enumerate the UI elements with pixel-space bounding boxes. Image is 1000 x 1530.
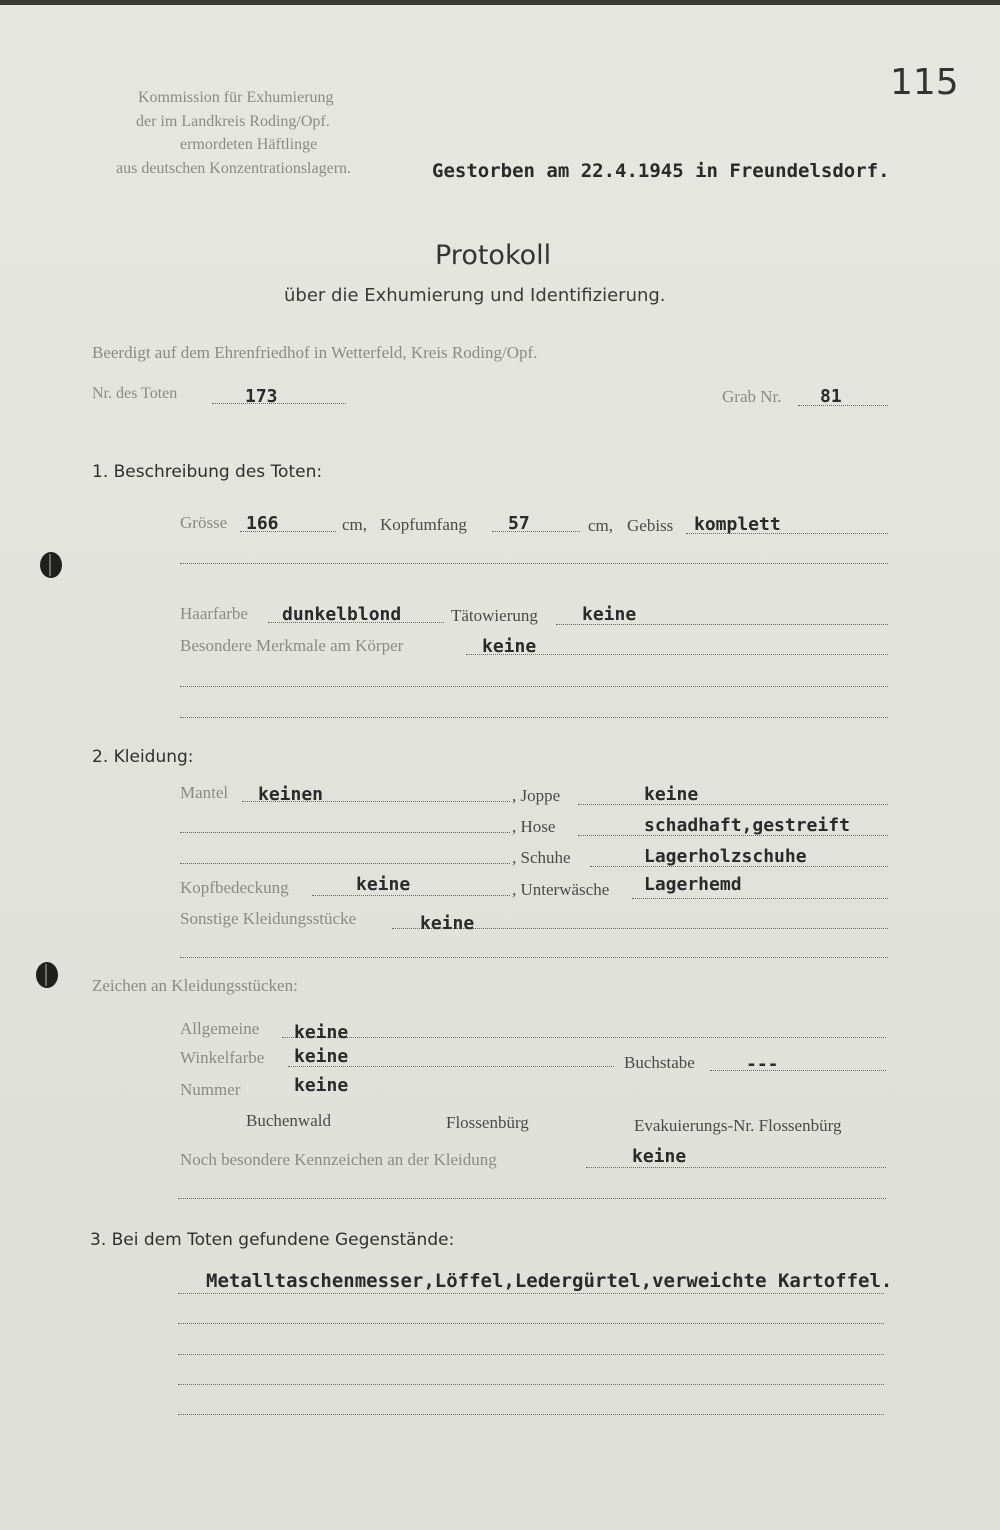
gegenstaende-line [178,1293,884,1294]
merkmale-label: Besondere Merkmale am Körper [180,636,404,655]
sonstige-label: Sonstige Kleidungsstücke [180,909,357,928]
kleidung-blank-2 [180,863,510,864]
noch-kennzeichen-line [586,1167,886,1168]
page-number: 115 [890,62,959,103]
grave-number-label: Grab Nr. [722,387,782,406]
commission-line-3: ermordeten Häftlinge [180,136,318,153]
gegenstaende-value: Metalltaschenmesser,Löffel,Ledergürtel,verweichte Kartoffel. [206,1270,893,1292]
section-1-heading: 1. Beschreibung des Toten: [92,462,323,482]
mantel-label: Mantel [180,783,229,802]
grave-number-line [798,405,888,406]
unterwaesche-line [632,898,888,899]
blank-line-6 [178,1323,884,1324]
blank-line-1 [180,563,888,564]
haarfarbe-label: Haarfarbe [180,604,248,623]
taetowierung-label: Tätowierung [451,606,538,625]
page-subtitle: über die Exhumierung und Identifizierung. [284,285,666,306]
buchstabe-line [710,1070,886,1071]
merkmale-value: keine [482,636,537,657]
commission-line-4: aus deutschen Konzentrationslagern. [116,160,352,177]
gebiss-value: komplett [694,514,781,535]
allgemeine-value: keine [294,1022,349,1043]
joppe-value: keine [644,784,699,805]
kopfumfang-line [492,531,580,532]
commission-line-1: Kommission für Exhumierung [138,89,334,106]
cm-unit-1: cm, [342,515,368,534]
winkelfarbe-label: Winkelfarbe [180,1048,265,1067]
scan-edge [0,0,1000,5]
cm-unit-2: cm, [588,516,614,535]
kopfbedeckung-value: keine [356,874,411,895]
kopfumfang-label: Kopfumfang [380,515,467,534]
taetowierung-value: keine [582,604,637,625]
allgemeine-label: Allgemeine [180,1019,260,1038]
groesse-value: 166 [246,513,279,534]
sonstige-value: keine [420,913,475,934]
section-3-heading: 3. Bei dem Toten gefundene Gegenstände: [90,1230,455,1250]
kopfumfang-value: 57 [508,513,530,534]
schuhe-value: Lagerholzschuhe [644,846,807,867]
kleidung-blank-1 [180,832,510,833]
dead-number-line [212,403,346,404]
hose-label: , Hose [512,817,556,836]
dead-number-value: 173 [245,386,278,407]
buchstabe-label: Buchstabe [624,1053,695,1072]
buchenwald-label: Buchenwald [246,1111,331,1130]
buchstabe-value: --- [746,1054,779,1075]
gebiss-label: Gebiss [627,516,674,535]
mantel-value: keinen [258,784,324,805]
blank-line-7 [178,1354,884,1355]
nummer-value: keine [294,1075,349,1096]
hose-value: schadhaft,gestreift [644,815,850,836]
winkelfarbe-value: keine [294,1046,349,1067]
blank-line-2 [180,686,888,687]
blank-line-9 [178,1414,884,1415]
punch-hole-bottom [36,962,58,988]
section-2-heading: 2. Kleidung: [92,747,194,767]
joppe-label: , Joppe [512,786,561,805]
unterwaesche-label: , Unterwäsche [512,880,610,899]
evakuierung-label: Evakuierungs-Nr. Flossenbürg [634,1116,842,1135]
death-note: Gestorben am 22.4.1945 in Freundelsdorf. [432,160,890,182]
grave-number-value: 81 [820,386,842,407]
groesse-label: Grösse [180,513,228,532]
kopfbedeckung-line [312,895,510,896]
kopfbedeckung-label: Kopfbedeckung [180,878,289,897]
blank-line-3 [180,717,888,718]
nummer-label: Nummer [180,1080,241,1099]
joppe-line [578,804,888,805]
blank-line-4 [180,957,888,958]
haarfarbe-value: dunkelblond [282,604,402,625]
noch-kennzeichen-value: keine [632,1146,687,1167]
commission-line-2: der im Landkreis Roding/Opf. [136,113,330,130]
blank-line-8 [178,1384,884,1385]
noch-kennzeichen-label: Noch besondere Kennzeichen an der Kleidung [180,1150,497,1169]
blank-line-5 [178,1198,886,1199]
burial-place: Beerdigt auf dem Ehrenfriedhof in Wetterfeld, Kreis Roding/Opf. [92,343,538,362]
zeichen-heading: Zeichen an Kleidungsstücken: [92,976,298,995]
dead-number-label: Nr. des Toten [92,385,178,402]
allgemeine-line [282,1037,886,1038]
schuhe-label: , Schuhe [512,848,571,867]
page-title: Protokoll [435,240,552,271]
punch-hole-top [40,552,62,578]
flossenbuerg-label: Flossenbürg [446,1113,529,1132]
unterwaesche-value: Lagerhemd [644,874,742,895]
